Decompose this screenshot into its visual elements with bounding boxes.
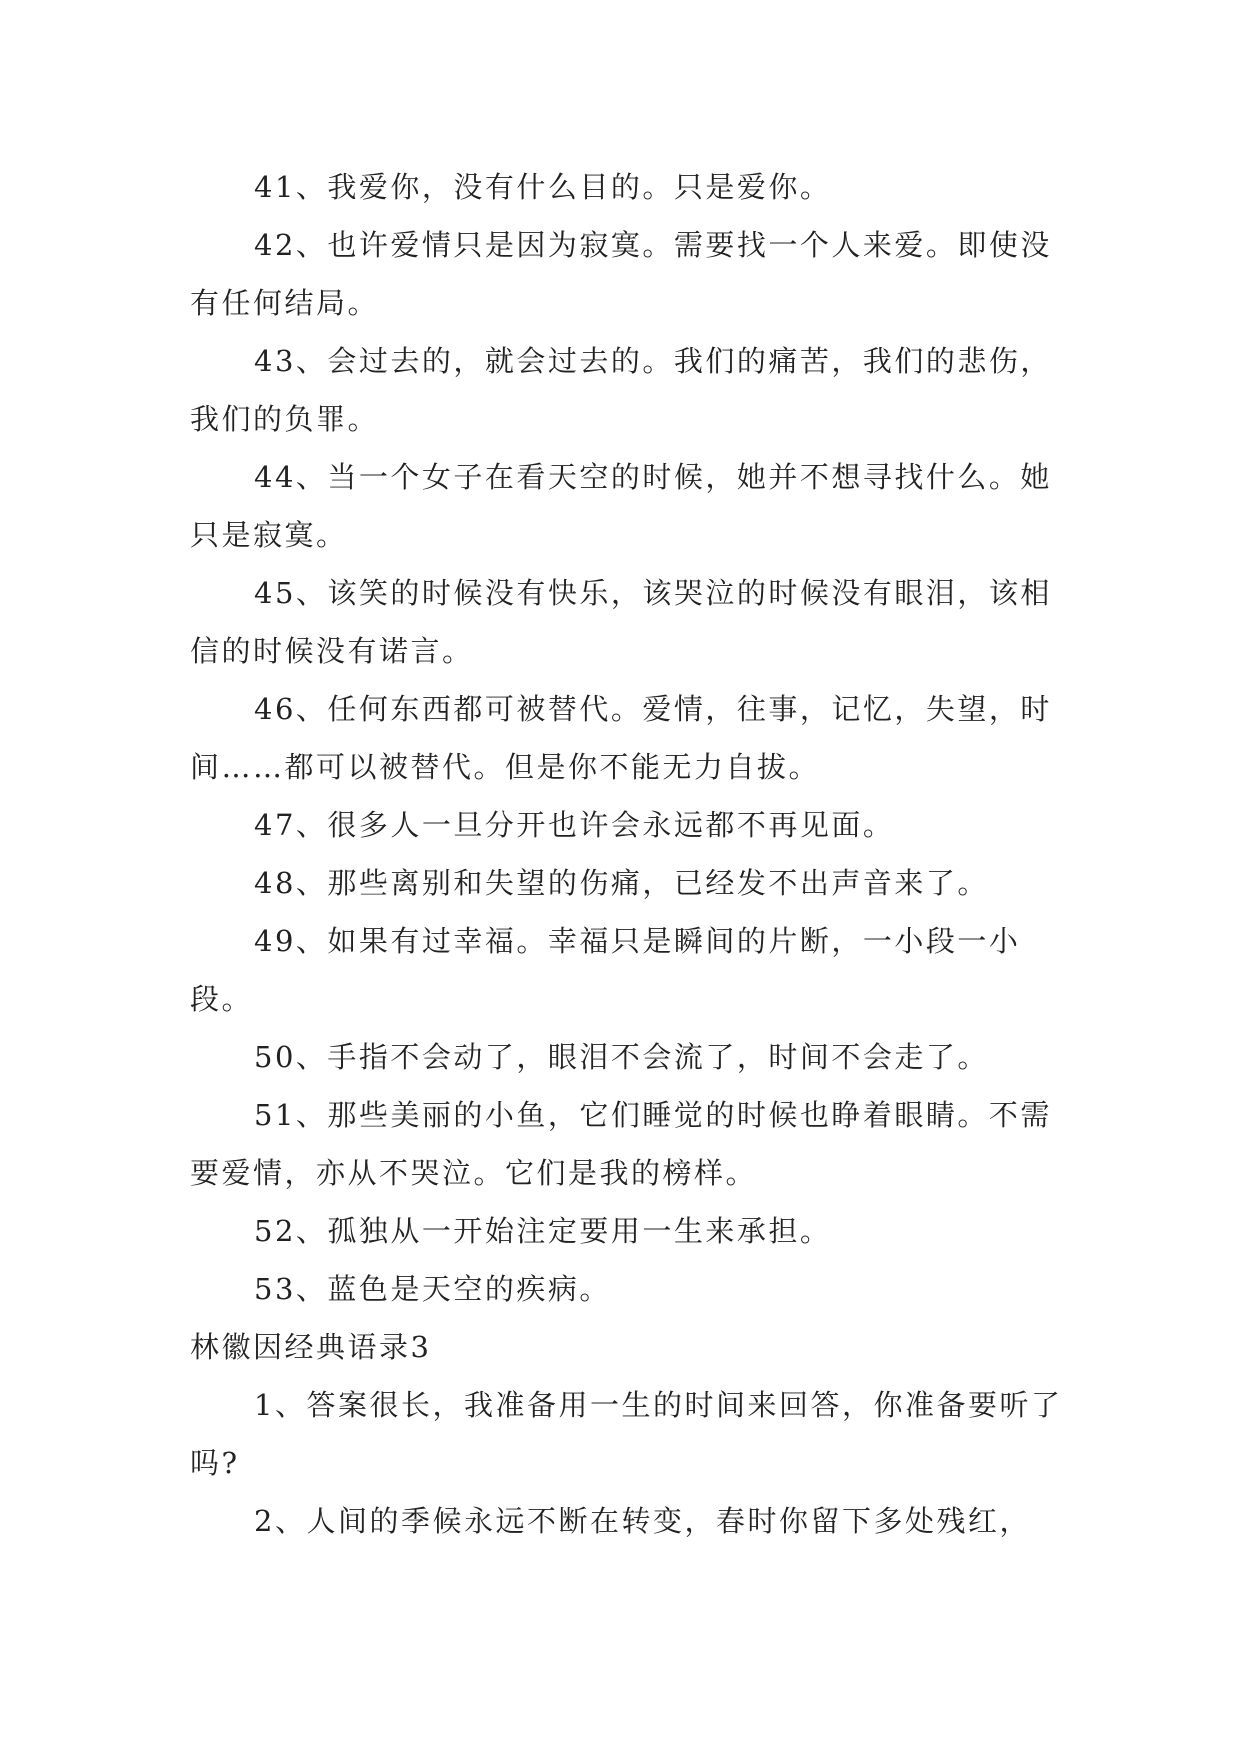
quote-paragraph: 51、那些美丽的小鱼，它们睡觉的时候也睁着眼睛。不需要爱情，亦从不哭泣。它们是我的榜样。 xyxy=(190,1098,1052,1190)
quote-paragraph: 43、会过去的，就会过去的。我们的痛苦，我们的悲伤，我们的负罪。 xyxy=(190,344,1052,436)
quote-paragraph: 44、当一个女子在看天空的时候，她并不想寻找什么。她只是寂寞。 xyxy=(190,460,1052,552)
quote-paragraph: 45、该笑的时候没有快乐，该哭泣的时候没有眼泪，该相信的时候没有诺言。 xyxy=(190,576,1052,668)
quote-paragraph: 42、也许爱情只是因为寂寞。需要找一个人来爱。即使没有任何结局。 xyxy=(190,228,1052,320)
quote-paragraph: 53、蓝色是天空的疾病。 xyxy=(254,1272,611,1306)
document-body xyxy=(190,158,1070,1550)
quote-paragraph: 49、如果有过幸福。幸福只是瞬间的片断，一小段一小段。 xyxy=(190,924,1021,1016)
quote-paragraph: 52、孤独从一开始注定要用一生来承担。 xyxy=(254,1214,832,1248)
quote-paragraph: 2、人间的季候永远不断在转变，春时你留下多处残红， xyxy=(254,1504,1031,1538)
quote-paragraph: 48、那些离别和失望的伤痛，已经发不出声音来了。 xyxy=(254,866,989,900)
section-heading: 林徽因经典语录3 xyxy=(190,1330,432,1364)
quote-paragraph: 46、任何东西都可被替代。爱情，往事，记忆，失望，时间……都可以被替代。但是你不能无力自拔。 xyxy=(190,692,1052,784)
quote-paragraph: 47、很多人一旦分开也许会永远都不再见面。 xyxy=(254,808,895,842)
quote-paragraph: 1、答案很长，我准备用一生的时间来回答，你准备要听了吗? xyxy=(190,1388,1063,1480)
quote-paragraph: 50、手指不会动了，眼泪不会流了，时间不会走了。 xyxy=(254,1040,989,1074)
quote-paragraph: 41、我爱你，没有什么目的。只是爱你。 xyxy=(254,170,832,204)
